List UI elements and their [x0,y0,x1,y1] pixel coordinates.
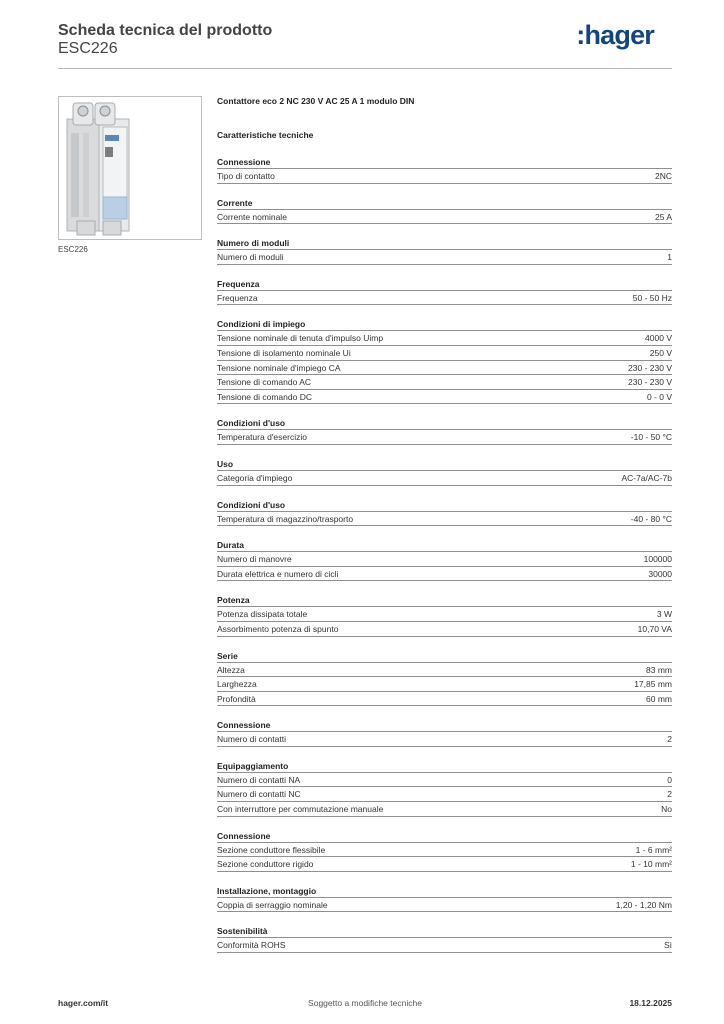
spec-label: Tensione di comando AC [217,377,312,388]
spec-value: 0 - 0 V [646,391,672,402]
spec-value: 30000 [648,568,672,579]
spec-label: Frequenza [217,292,258,303]
spec-content [217,96,672,953]
spec-label: Durata elettrica e numero di cicli [217,568,339,579]
spec-label: Corrente nominale [217,211,287,222]
section-title: Serie [217,650,672,663]
spec-label: Potenza dissipata totale [217,609,308,620]
section-title: Corrente [217,197,672,210]
spec-label: Numero di contatti [217,734,286,745]
spec-row [217,512,672,527]
spec-row [217,692,672,707]
spec-sections [217,156,672,953]
footer-website: hager.com/it [58,998,109,1008]
spec-label: Numero di contatti NA [217,774,301,785]
spec-label: Sezione conduttore rigido [217,859,314,870]
spec-section [217,539,672,581]
spec-row [217,169,672,184]
page-header [58,22,672,69]
spec-row [217,843,672,858]
spec-label: Sezione conduttore flessibile [217,844,326,855]
spec-row [217,938,672,953]
spec-label: Altezza [217,664,245,675]
spec-row [217,663,672,678]
spec-section [217,278,672,306]
section-title: Equipaggiamento [217,760,672,773]
spec-value: 1 [667,252,672,263]
spec-row [217,677,672,692]
spec-value: 1 - 6 mm² [635,844,672,855]
spec-value: 250 V [649,347,672,358]
section-title: Condizioni di impiego [217,318,672,331]
spec-row [217,361,672,376]
spec-label: Assorbimento potenza di spunto [217,623,339,634]
spec-row [217,773,672,788]
spec-label: Con interruttore per commutazione manuale [217,804,384,815]
product-name: Contattore eco 2 NC 230 V AC 25 A 1 modulo DIN [217,96,415,106]
spec-value: 17,85 mm [634,679,672,690]
spec-value: 100000 [643,554,672,565]
section-title: Numero di moduli [217,237,672,250]
section-title: Potenza [217,594,672,607]
spec-value: 2 [667,789,672,800]
spec-label: Numero di moduli [217,252,284,263]
spec-label: Numero di contatti NC [217,789,301,800]
spec-value: No [661,804,672,815]
spec-value: 230 - 230 V [628,362,672,373]
spec-label: Tensione nominale di tenuta d'impulso Uimp [217,333,384,344]
spec-section [217,650,672,707]
spec-row [217,567,672,582]
spec-row [217,375,672,390]
spec-section [217,318,672,404]
product-code: ESC226 [58,40,118,57]
spec-row [217,250,672,265]
spec-value: 25 A [654,211,672,222]
spec-row [217,390,672,405]
spec-row [217,331,672,346]
spec-value: 2 [667,734,672,745]
product-image-frame [58,96,202,240]
spec-value: AC-7a/AC-7b [621,472,672,483]
spec-label: Tensione nominale d'impiego CA [217,362,341,373]
page-title: Scheda tecnica del prodotto [58,22,273,39]
spec-section [217,156,672,184]
spec-section [217,830,672,872]
spec-value: -40 - 80 °C [630,513,672,524]
spec-section [217,719,672,747]
spec-section [217,417,672,445]
spec-label: Larghezza [217,679,257,690]
spec-label: Categoria d'impiego [217,472,293,483]
section-title: Connessione [217,830,672,843]
spec-row [217,607,672,622]
spec-row [217,471,672,486]
spec-row [217,430,672,445]
spec-section [217,885,672,913]
section-title: Connessione [217,719,672,732]
spec-row [217,210,672,225]
spec-value: 2NC [654,171,672,181]
spec-value: 83 mm [646,664,672,675]
spec-section [217,760,672,817]
spec-value: 50 - 50 Hz [632,292,672,303]
spec-section [217,594,672,636]
spec-value: 230 - 230 V [628,377,672,388]
spec-row [217,802,672,817]
spec-label: Numero di manovre [217,554,292,565]
spec-row [217,787,672,802]
footer-note: Soggetto a modifiche tecniche [308,998,422,1008]
footer-date: 18.12.2025 [629,998,672,1008]
spec-label: Tensione di isolamento nominale Ui [217,347,351,358]
spec-section [217,499,672,527]
section-title: Uso [217,458,672,471]
spec-value: -10 - 50 °C [630,432,672,443]
spec-value: 1 - 10 mm² [630,859,672,870]
spec-value: 10,70 VA [637,623,672,634]
spec-value: 4000 V [645,333,672,344]
spec-row [217,622,672,637]
spec-label: Profondità [217,693,256,704]
section-title: Frequenza [217,278,672,291]
spec-label: Coppia di serraggio nominale [217,899,328,910]
section-title: Sostenibilità [217,925,672,938]
spec-label: Conformità ROHS [217,940,286,951]
spec-row [217,898,672,913]
spec-section [217,925,672,953]
spec-label: Tensione di comando DC [217,391,312,402]
spec-value: 1,20 - 1,20 Nm [615,899,672,910]
spec-row [217,552,672,567]
section-title: Connessione [217,156,672,169]
hager-logo: :hager [576,20,654,50]
spec-value: 0 [667,774,672,785]
product-image-caption: ESC226 [58,245,88,254]
spec-label: Temperatura di magazzino/trasporto [217,513,354,524]
spec-label: Tipo di contatto [217,171,275,181]
section-title: Condizioni d'uso [217,499,672,512]
section-title: Installazione, montaggio [217,885,672,898]
contactor-product-image [59,97,201,239]
section-title: Condizioni d'uso [217,417,672,430]
spec-value: 3 W [656,609,672,620]
spec-row [217,346,672,361]
spec-section [217,197,672,225]
spec-value: 60 mm [646,693,672,704]
section-title: Durata [217,539,672,552]
spec-section [217,458,672,486]
spec-label: Temperatura d'esercizio [217,432,307,443]
spec-row [217,732,672,747]
spec-row [217,857,672,872]
characteristics-title: Caratteristiche tecniche [217,130,314,140]
spec-value: Sì [663,940,672,951]
spec-row [217,291,672,306]
spec-section [217,237,672,265]
